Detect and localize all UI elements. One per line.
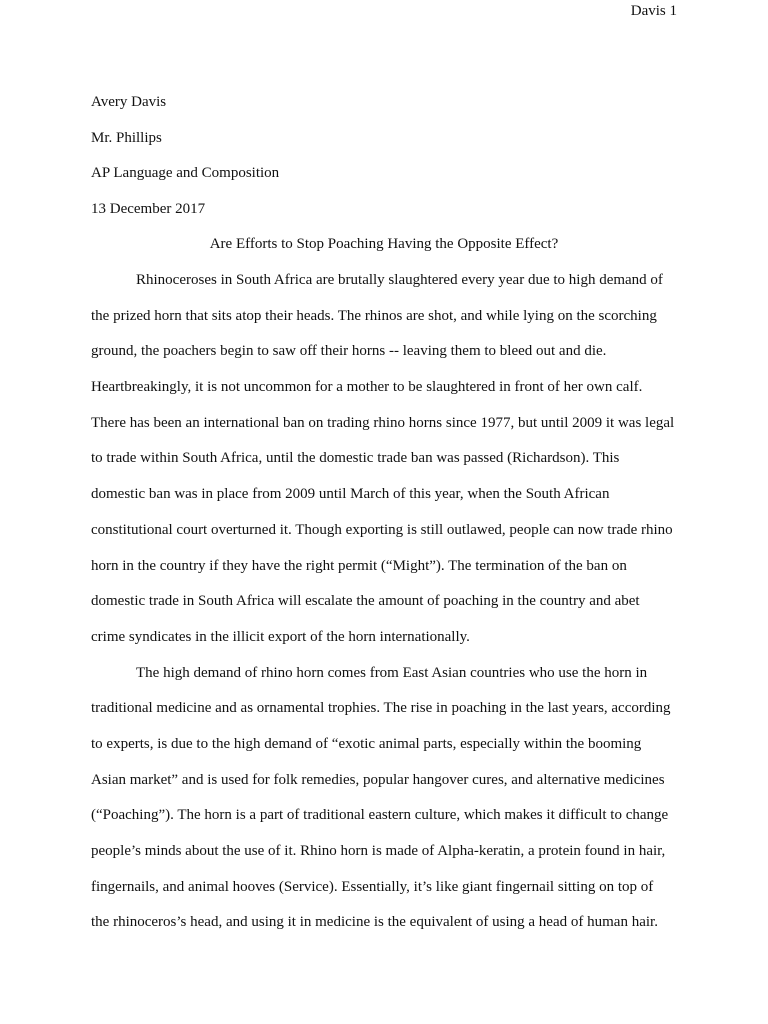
body-line: crime syndicates in the illicit export of the horn internationally.	[91, 629, 470, 645]
running-head: Davis 1	[630, 3, 677, 19]
body-line: people’s minds about the use of it. Rhino horn is made of Alpha-keratin, a protein found in hair,	[91, 843, 666, 859]
body-line: (“Poaching”). The horn is a part of traditional eastern culture, which makes it difficult to change	[91, 807, 669, 823]
body-line: ground, the poachers begin to saw off their horns -- leaving them to bleed out and die.	[91, 343, 607, 359]
body-line: Rhinoceroses in South Africa are brutally slaughtered every year due to high demand of	[136, 272, 663, 288]
body-line: fingernails, and animal hooves (Service). Essentially, it’s like giant fingernail sitting on top of	[91, 879, 654, 895]
body-line: to trade within South Africa, until the domestic trade ban was passed (Richardson). This	[91, 450, 620, 466]
body-line: domestic ban was in place from 2009 until March of this year, when the South African	[91, 486, 610, 502]
instructor-name: Mr. Phillips	[91, 130, 162, 146]
essay-title: Are Efforts to Stop Poaching Having the Opposite Effect?	[209, 236, 559, 252]
body-line: domestic trade in South Africa will escalate the amount of poaching in the country and abet	[91, 593, 640, 609]
body-line: constitutional court overturned it. Though exporting is still outlawed, people can now trade rhino	[91, 522, 673, 538]
body-line: The high demand of rhino horn comes from East Asian countries who use the horn in	[136, 665, 648, 681]
body-line: horn in the country if they have the right permit (“Might”). The termination of the ban on	[91, 558, 627, 574]
course-name: AP Language and Composition	[91, 165, 280, 181]
essay-date: 13 December 2017	[91, 201, 206, 217]
author-name: Avery Davis	[91, 94, 167, 110]
body-line: Heartbreakingly, it is not uncommon for a mother to be slaughtered in front of her own calf.	[91, 379, 643, 395]
body-line: traditional medicine and as ornamental trophies. The rise in poaching in the last years, according	[91, 700, 671, 716]
body-line: Asian market” and is used for folk remedies, popular hangover cures, and alternative medicines	[91, 772, 665, 788]
body-line: to experts, is due to the high demand of “exotic animal parts, especially within the booming	[91, 736, 642, 752]
body-line: the rhinoceros’s head, and using it in medicine is the equivalent of using a head of human hair.	[91, 914, 658, 930]
body-line: There has been an international ban on trading rhino horns since 1977, but until 2009 it was legal	[91, 415, 675, 431]
body-line: the prized horn that sits atop their heads. The rhinos are shot, and while lying on the scorching	[91, 308, 657, 324]
